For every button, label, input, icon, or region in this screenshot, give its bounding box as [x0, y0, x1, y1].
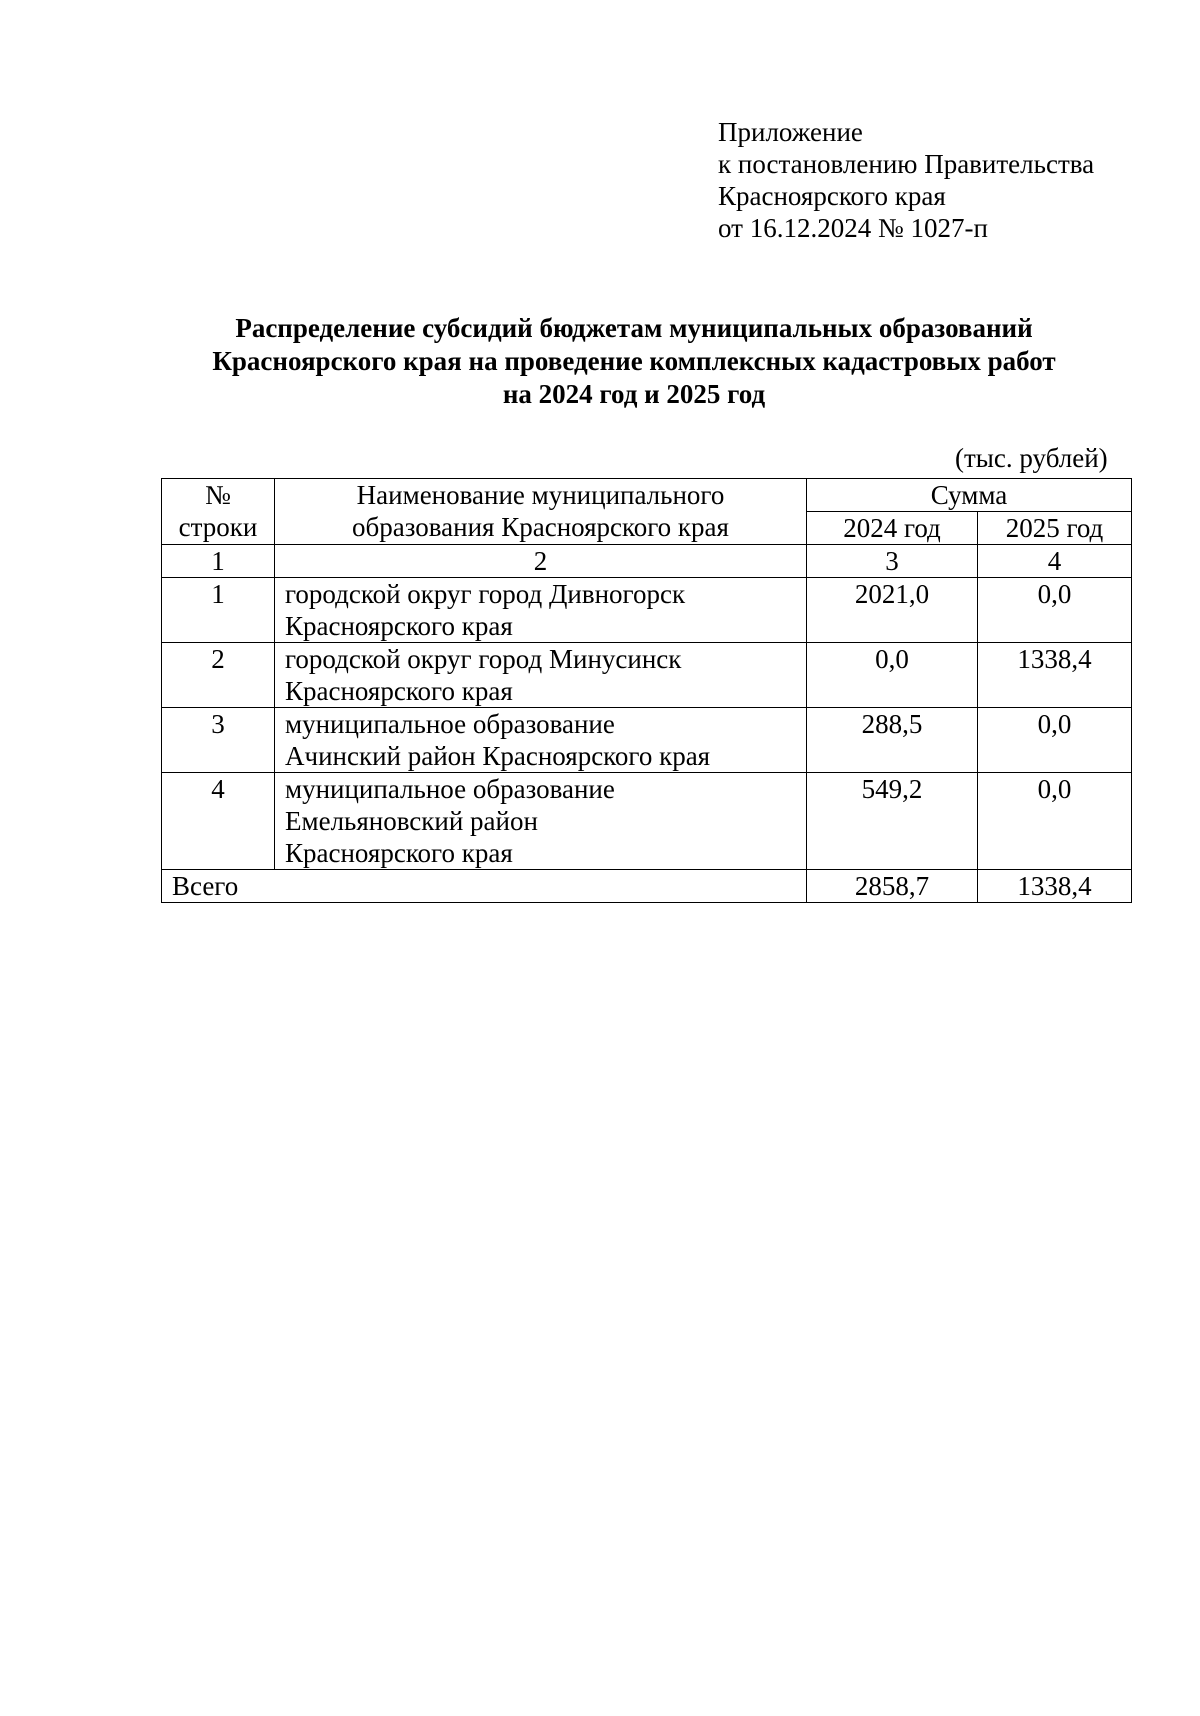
- table-row: [162, 773, 1132, 870]
- annex-line: Красноярского края: [718, 181, 946, 211]
- table-row: [162, 578, 1132, 643]
- row-value-2024-cell: 0,0: [807, 643, 978, 708]
- total-2024-cell: 2858,7: [807, 870, 978, 903]
- row-name-cell: [275, 773, 807, 870]
- row-value-2025-cell: 0,0: [978, 578, 1132, 643]
- table-row: [162, 708, 1132, 773]
- row-value-2025-cell: 0,0: [978, 773, 1132, 870]
- subsidy-table: [161, 478, 1132, 903]
- row-name-line: Красноярского края: [285, 676, 513, 706]
- header-name-cell: [275, 479, 807, 545]
- header-name-line: Наименование муниципального: [356, 480, 725, 510]
- title-line: на 2024 год и 2025 год: [502, 379, 766, 409]
- row-num-cell: 4: [162, 773, 275, 870]
- header-year-cell: 2024 год: [807, 512, 978, 545]
- title-line: Красноярского края на проведение комплексных кадастровых работ: [212, 346, 1056, 376]
- header-num-cell: [162, 479, 275, 545]
- row-num-cell: 1: [162, 578, 275, 643]
- column-index-row: [162, 545, 1132, 578]
- row-name-line: городской округ город Дивногорск: [285, 579, 686, 609]
- column-index-cell: 4: [978, 545, 1132, 578]
- title-line: Распределение субсидий бюджетам муниципальных образований: [235, 313, 1033, 343]
- header-num-line: строки: [178, 512, 258, 542]
- row-num-cell: 2: [162, 643, 275, 708]
- row-name-line: муниципальное образование: [285, 774, 615, 804]
- annex-line: к постановлению Правительства: [718, 149, 1095, 179]
- row-name-line: Красноярского края: [285, 611, 513, 641]
- row-value-2024-cell: 2021,0: [807, 578, 978, 643]
- column-index-cell: 3: [807, 545, 978, 578]
- total-label-cell: Всего: [162, 870, 807, 903]
- header-num-line: №: [205, 480, 231, 510]
- total-row: [162, 870, 1132, 903]
- row-name-cell: [275, 708, 807, 773]
- row-value-2025-cell: 0,0: [978, 708, 1132, 773]
- annex-header: [718, 116, 1094, 244]
- column-index-cell: 2: [275, 545, 807, 578]
- row-name-line: Емельяновский район: [285, 806, 538, 836]
- row-value-2024-cell: 288,5: [807, 708, 978, 773]
- column-index-cell: 1: [162, 545, 275, 578]
- row-name-line: Ачинский район Красноярского края: [285, 741, 711, 771]
- row-name-cell: [275, 643, 807, 708]
- table-row: [162, 643, 1132, 708]
- row-name-line: городской округ город Минусинск: [285, 644, 682, 674]
- header-sum-cell: Сумма: [807, 479, 1132, 512]
- row-name-line: муниципальное образование: [285, 709, 615, 739]
- total-2025-cell: 1338,4: [978, 870, 1132, 903]
- header-name-line: образования Красноярского края: [352, 512, 729, 542]
- row-value-2025-cell: 1338,4: [978, 643, 1132, 708]
- table-header-row: [162, 479, 1132, 512]
- header-year-cell: 2025 год: [978, 512, 1132, 545]
- row-name-cell: [275, 578, 807, 643]
- units-label: (тыс. рублей): [955, 443, 1108, 473]
- annex-line: Приложение: [718, 117, 863, 147]
- row-name-line: Красноярского края: [285, 838, 513, 868]
- row-value-2024-cell: 549,2: [807, 773, 978, 870]
- row-num-cell: 3: [162, 708, 275, 773]
- document-title: [0, 312, 1200, 411]
- annex-line: от 16.12.2024 № 1027-п: [718, 213, 988, 243]
